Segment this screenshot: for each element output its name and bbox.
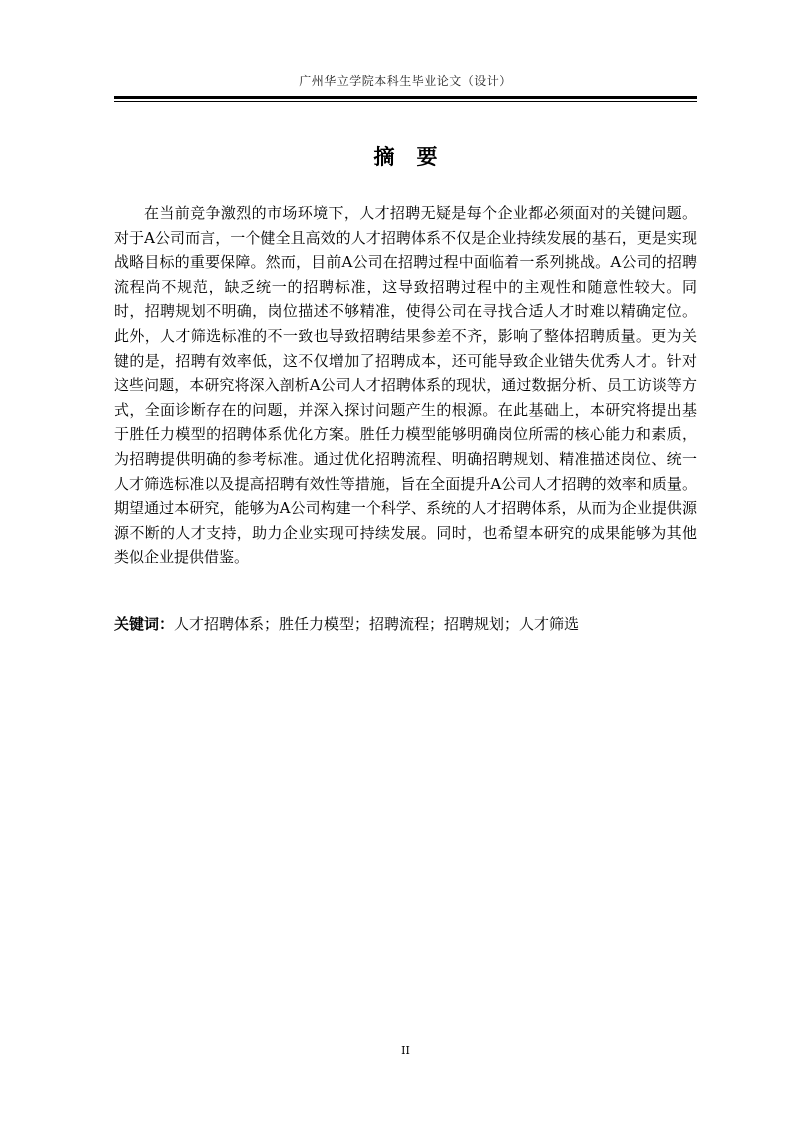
- header-rule-thin: [114, 101, 697, 102]
- abstract-body: 在当前竞争激烈的市场环境下，人才招聘无疑是每个企业都必须面对的关键问题。对于A公司而言，一个健全且高效的人才招聘体系不仅是企业持续发展的基石，更是实现战略目标的重要保障。然而，目前A公司在招聘过程中面临着一系列挑战。A公司的招聘流程尚不规范，缺乏统一的招聘标准，这导致招聘过程中的主观性和随意性较大。同时，招聘规划不明确，岗位描述不够精准，使得公司在寻找合适人才时难以精确定位。此外，人才筛选标准的不一致也导致招聘结果参差不齐，影响了整体招聘质量。更为关键的是，招聘有效率低，这不仅增加了招聘成本，还可能导致企业错失优秀人才。针对这些问题，本研究将深入剖析A公司人才招聘体系的现状，通过数据分析、员工访谈等方式，全面诊断存在的问题，并深入探讨问题产生的根源。在此基础上，本研究将提出基于胜任力模型的招聘体系优化方案。胜任力模型能够明确岗位所需的核心能力和素质，为招聘提供明确的参考标准。通过优化招聘流程、明确招聘规划、精准描述岗位、统一人才筛选标准以及提高招聘有效性等措施，旨在全面提升A公司人才招聘的效率和质量。期望通过本研究，能够为A公司构建一个科学、系统的人才招聘体系，从而为企业提供源源不断的人才支持，助力企业实现可持续发展。同时，也希望本研究的成果能够为其他类似企业提供借鉴。: [114, 204, 697, 567]
- keywords-list: 人才招聘体系；胜任力模型；招聘流程；招聘规划；人才筛选: [174, 615, 580, 633]
- header-rule-thick: [114, 96, 697, 99]
- abstract-title: 摘要: [373, 145, 460, 169]
- running-header: 广州华立学院本科生毕业论文（设计）: [299, 74, 512, 88]
- keywords-label: 关键词：: [114, 615, 175, 633]
- page-number: II: [401, 1044, 410, 1057]
- keywords-line: [114, 612, 697, 636]
